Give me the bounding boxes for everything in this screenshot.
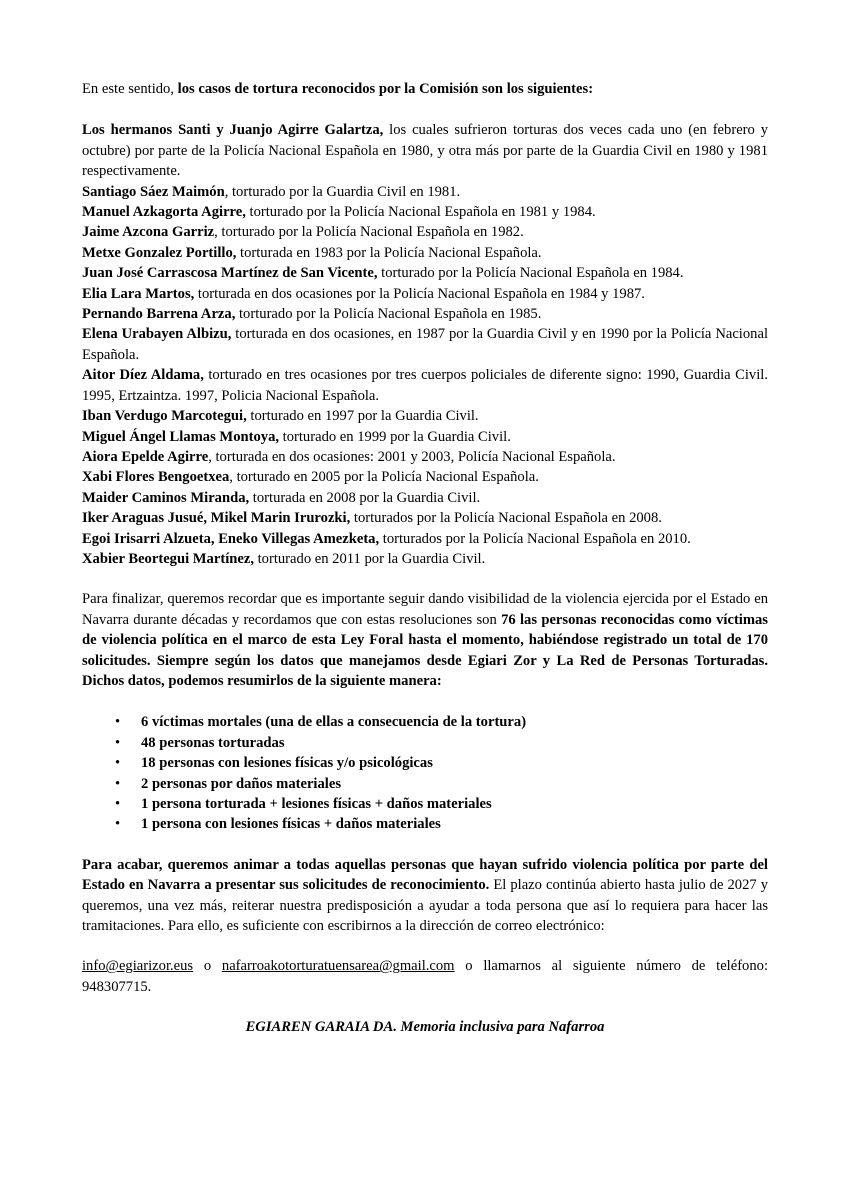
bullet-icon: •: [115, 796, 121, 812]
torture-cases-list: [82, 120, 768, 569]
case-entry: [82, 549, 768, 569]
case-name: Iker Araguas Jusué, Mikel Marin Irurozki,: [82, 510, 351, 527]
closing-bold-text: Para acabar, queremos animar a todas aquellas personas que hayan sufrido violencia política por parte del Estado en Navarra a presentar sus solicitudes de reconocimiento.: [82, 856, 768, 894]
case-description: torturados por la Policía Nacional Española en 2008.: [350, 510, 662, 527]
finalize-text: Para finalizar, queremos recordar que es importante seguir dando visibilidad de la violencia ejercida por el Estado en Navarra durante décadas y recordamos que con estas resoluciones son: [82, 591, 768, 628]
case-entry: [82, 284, 768, 304]
case-description: , torturado por la Policía Nacional Española en 1982.: [214, 224, 524, 241]
finalize-bold-text: 76 las personas reconocidas como víctimas de violencia política en el marco de esta Ley Foral hasta el momento, habiéndose registrado un total de 170 solicitudes. Siempre según los datos que manejamos desde Egiari Zor y La Red de Personas Torturadas. Dichos datos, podemos resumirlos de la siguiente manera:: [82, 611, 768, 689]
finalize-paragraph: [82, 589, 768, 691]
summary-list: [82, 712, 768, 834]
signature: EGIAREN GARAIA DA. Memoria inclusiva para Nafarroa: [245, 1019, 605, 1036]
closing-paragraph: [82, 855, 768, 937]
case-entry: [82, 304, 768, 324]
case-entry: [82, 427, 768, 447]
summary-item: [82, 733, 768, 753]
intro-bold-text: los casos de tortura reconocidos por la Comisión son los siguientes:: [177, 81, 594, 97]
case-entry: [82, 508, 768, 528]
case-name: Aitor Díez Aldama,: [82, 367, 204, 384]
case-name: Iban Verdugo Marcotegui,: [82, 408, 247, 425]
case-description: torturada en 2008 por la Guardia Civil.: [249, 489, 481, 506]
case-entry: [82, 324, 768, 365]
case-description: , torturada en dos ocasiones: 2001 y 2003, Policía Nacional Española.: [208, 448, 616, 465]
case-entry: [82, 202, 768, 222]
document-page: [82, 79, 768, 1038]
case-name: Elia Lara Martos,: [82, 285, 195, 302]
case-entry: [82, 182, 768, 202]
case-name: Pernando Barrena Arza,: [82, 306, 236, 323]
case-description: torturado en tres ocasiones por tres cuerpos policiales de diferente signo: 1990, Guardia Civil. 1995, Ertzaintza. 1997, Policia Nacional Española.: [82, 367, 768, 404]
case-description: , torturado en 2005 por la Policía Nacional Española.: [229, 469, 539, 486]
case-description: los cuales sufrieron torturas dos veces cada uno (en febrero y octubre) por parte de la Policía Nacional Española en 1980, y otra más por parte de la Guardia Civil en 1980 y 1981 respectivamente.: [82, 122, 768, 180]
case-entry: [82, 467, 768, 487]
case-name: Miguel Ángel Llamas Montoya,: [82, 428, 280, 445]
summary-item: [82, 814, 768, 834]
case-entry: [82, 243, 768, 263]
case-name: Maider Caminos Miranda,: [82, 489, 250, 506]
case-description: torturado por la Policía Nacional Española en 1984.: [377, 265, 684, 282]
summary-item-text: 2 personas por daños materiales: [141, 775, 341, 792]
case-description: torturado por la Policía Nacional Española en 1981 y 1984.: [245, 204, 596, 221]
case-entry: [82, 447, 768, 467]
case-name: Egoi Irisarri Alzueta, Eneko Villegas Amezketa,: [82, 530, 380, 547]
case-entry: [82, 120, 768, 181]
case-entry: [82, 222, 768, 242]
intro-text: En este sentido,: [82, 81, 178, 97]
case-description: torturada en dos ocasiones por la Policía Nacional Española en 1984 y 1987.: [194, 285, 645, 302]
summary-item-text: 1 persona torturada + lesiones físicas + daños materiales: [141, 796, 492, 812]
case-description: torturado en 2011 por la Guardia Civil.: [253, 550, 486, 567]
case-description: torturado por la Policía Nacional Española en 1985.: [235, 306, 542, 323]
bullet-icon: •: [115, 714, 121, 731]
case-name: Los hermanos Santi y Juanjo Agirre Galartza,: [82, 122, 384, 139]
case-name: Santiago Sáez Maimón: [82, 183, 225, 200]
case-entry: [82, 529, 768, 549]
case-description: torturada en dos ocasiones, en 1987 por la Guardia Civil y en 1990 por la Policía Nacional Española.: [82, 326, 768, 363]
case-name: Metxe Gonzalez Portillo,: [82, 244, 237, 261]
case-entry: [82, 406, 768, 426]
case-entry: [82, 488, 768, 508]
contact-separator: o: [193, 958, 222, 975]
case-name: Juan José Carrascosa Martínez de San Vicente,: [82, 265, 378, 282]
closing-text: El plazo continúa abierto hasta julio de 2027 y queremos, una vez más, reiterar nuestra predisposición a ayudar a toda persona que así lo requiera para hacer las tramitaciones. Para ello, es suficiente con escribirnos a la dirección de correo electrónico:: [82, 877, 768, 935]
summary-item-text: 1 persona con lesiones físicas + daños materiales: [141, 816, 441, 833]
bullet-icon: •: [115, 816, 121, 833]
intro-paragraph: [82, 79, 768, 99]
case-name: Xabi Flores Bengoetxea: [82, 469, 230, 486]
summary-item-text: 48 personas torturadas: [141, 734, 285, 751]
case-entry: [82, 365, 768, 406]
case-description: torturado en 1999 por la Guardia Civil.: [279, 428, 511, 445]
summary-item: [82, 712, 768, 732]
case-description: , torturado por la Guardia Civil en 1981.: [224, 183, 461, 200]
email-link-torturatuen-sarea[interactable]: nafarroakotorturatuensarea@gmail.com: [221, 958, 455, 975]
summary-item-text: 18 personas con lesiones físicas y/o psicológicas: [141, 755, 433, 772]
bullet-icon: •: [115, 775, 121, 792]
case-name: Jaime Azcona Garriz: [82, 224, 215, 241]
bullet-icon: •: [115, 734, 121, 751]
case-description: torturados por la Policía Nacional Española en 2010.: [379, 530, 691, 547]
summary-item: [82, 794, 768, 814]
contact-paragraph: [82, 956, 768, 997]
case-description: torturada en 1983 por la Policía Nacional Española.: [236, 244, 542, 261]
case-entry: [82, 263, 768, 283]
contact-phone-text: o llamarnos al siguiente número de teléfono: 948307715.: [82, 958, 769, 995]
case-name: Aiora Epelde Agirre: [82, 448, 209, 465]
case-name: Elena Urabayen Albizu,: [82, 326, 232, 343]
case-name: Manuel Azkagorta Agirre,: [82, 204, 246, 221]
summary-item: [82, 774, 768, 794]
case-description: torturado en 1997 por la Guardia Civil.: [246, 408, 479, 425]
bullet-icon: •: [115, 755, 121, 772]
summary-item-text: 6 víctimas mortales (una de ellas a consecuencia de la tortura): [141, 714, 527, 731]
email-link-egiarizor[interactable]: info@egiarizor.eus: [82, 958, 194, 975]
summary-item: [82, 753, 768, 773]
case-name: Xabier Beortegui Martínez,: [82, 550, 254, 567]
